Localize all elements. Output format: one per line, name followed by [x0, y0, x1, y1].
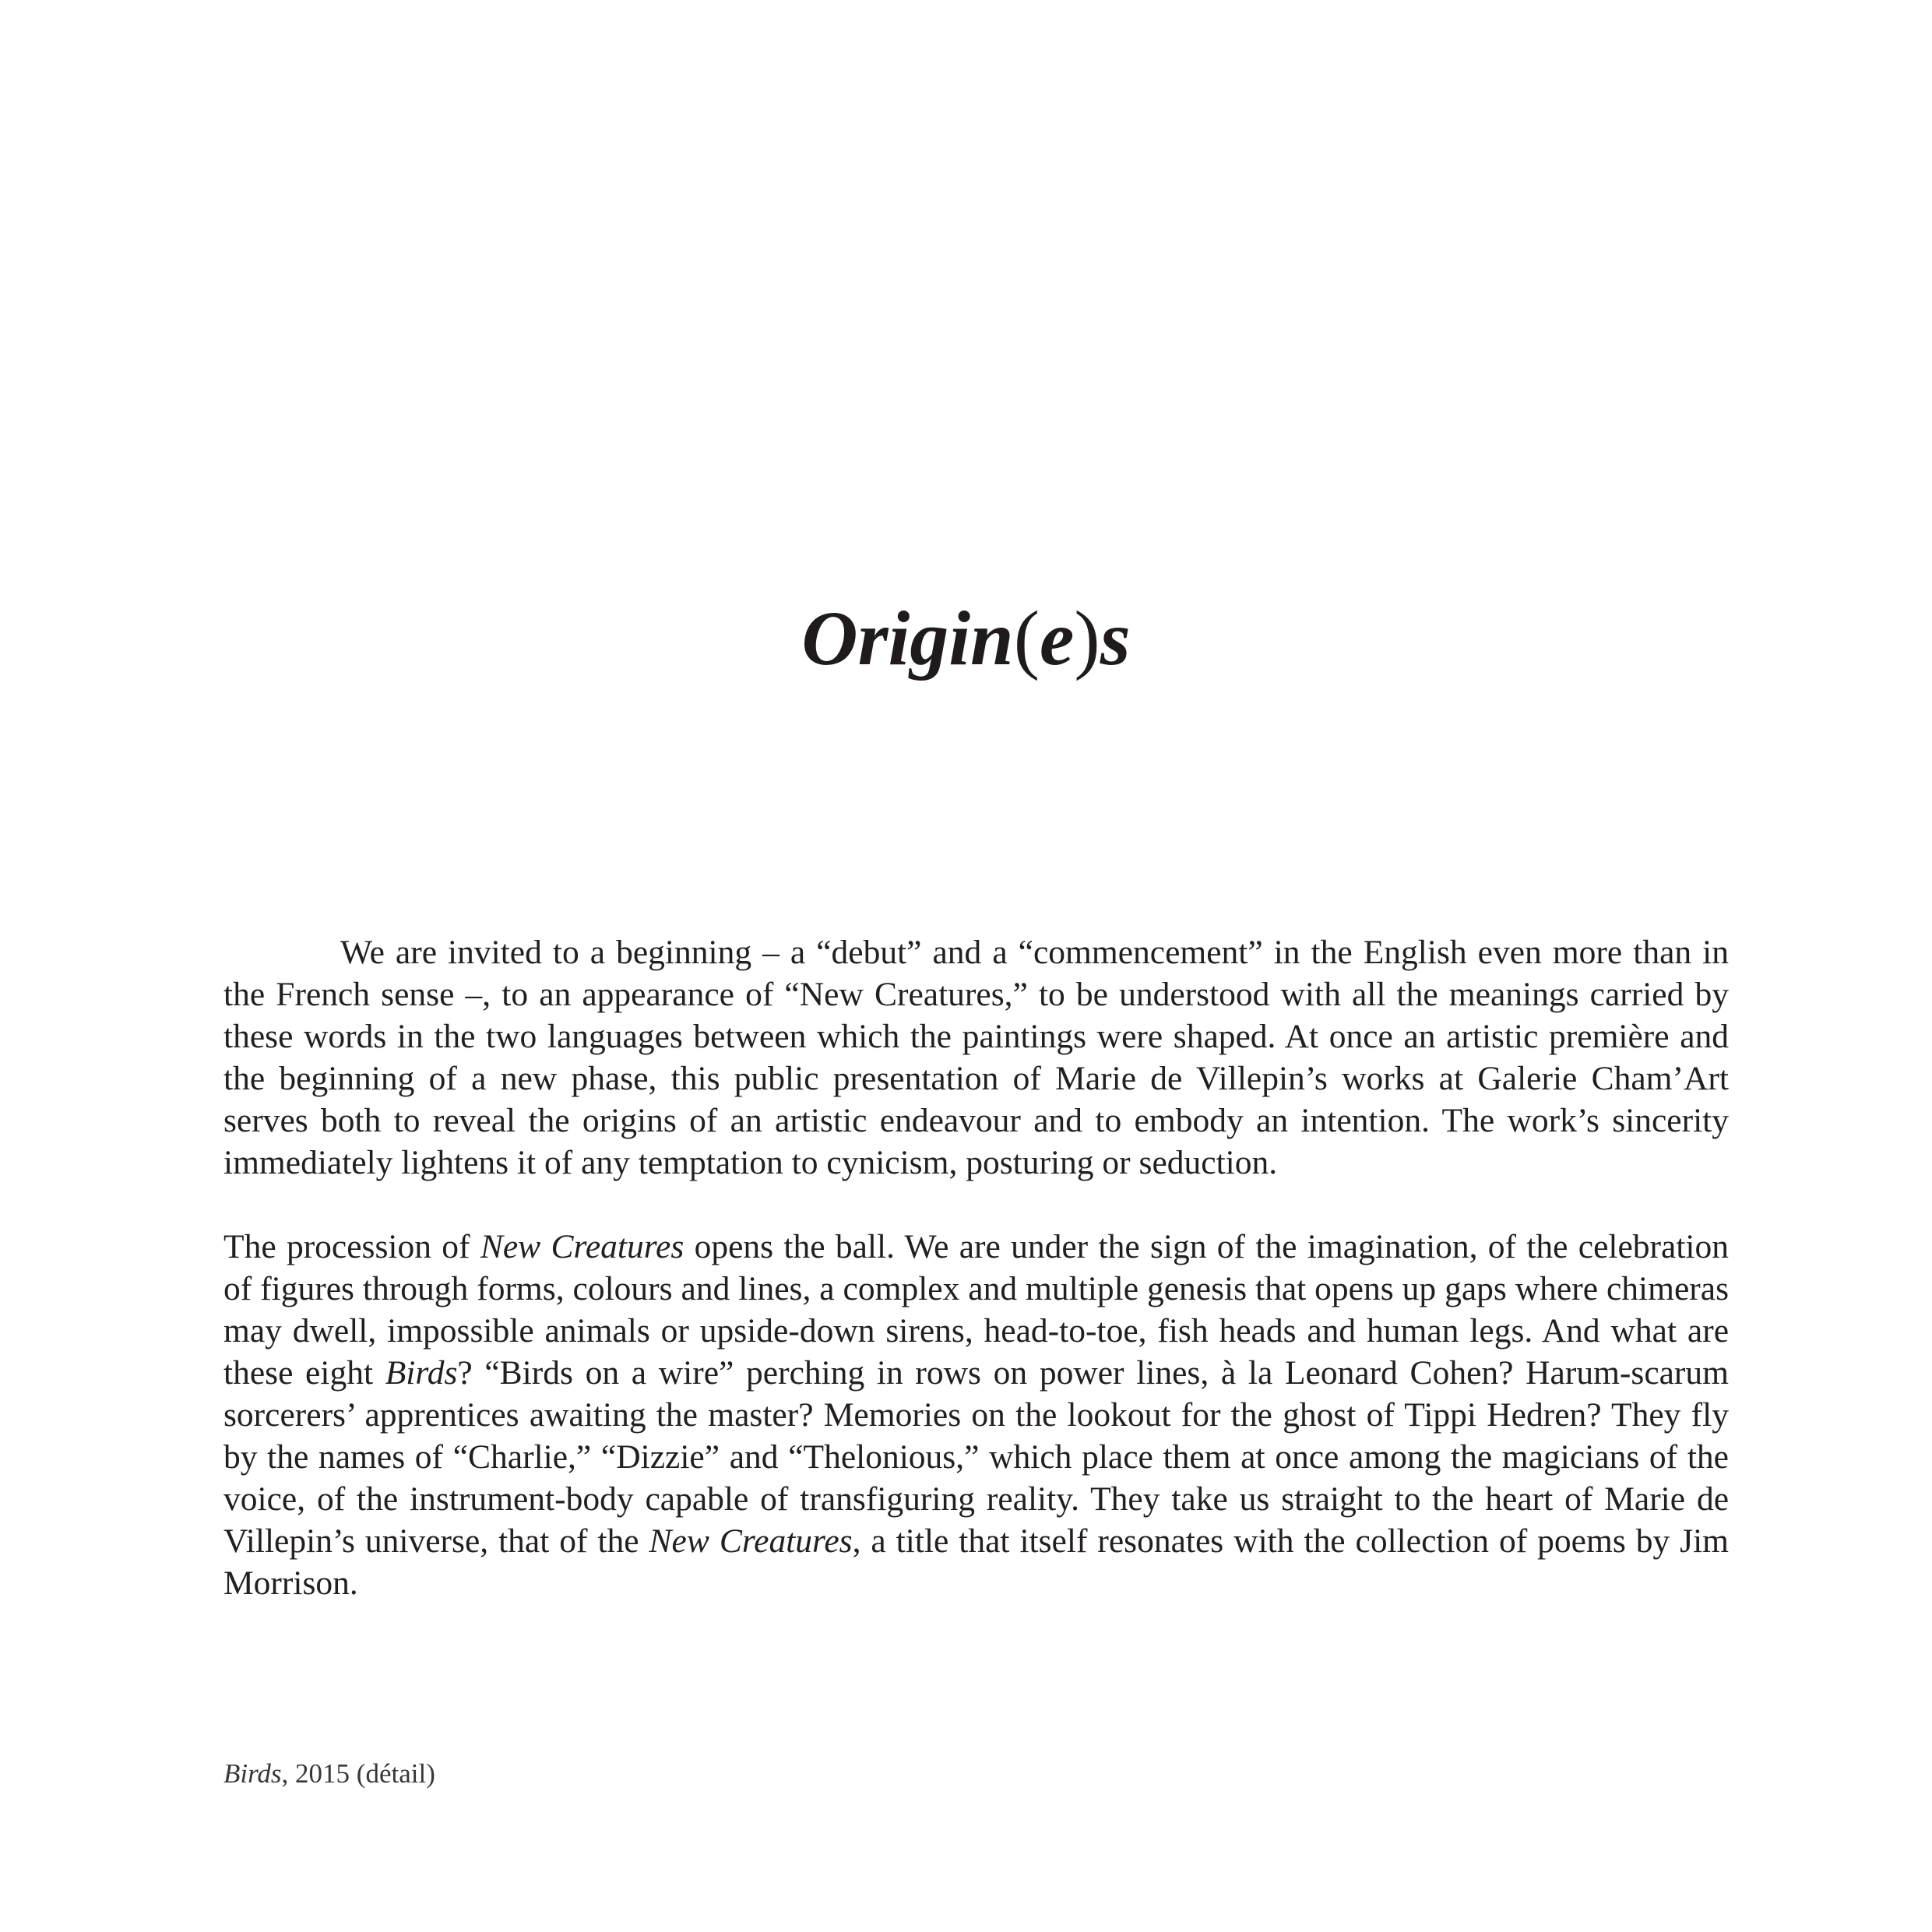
paragraph-2-text-a: The procession of	[223, 1228, 480, 1265]
title-main: Origin	[801, 595, 1014, 681]
title-paren-close: )	[1074, 595, 1100, 681]
title-suffix: s	[1100, 595, 1131, 681]
paragraph-2-text-c: ? “Birds on a wire” perching in rows on power lines, à la Leonard Cohen? Harum-scarum sorcerers’ apprentices awaiting the master? Memories on the lookout for the ghost of Tippi Hedren? They fly by the names of “Charlie,” “Dizzie” and “Thelonious,” which place them at once among the magicians of the voice, of the instrument-body capable of transfiguring reality. They take us straight to the heart of Marie de Villepin’s universe, that of the	[223, 1354, 1730, 1560]
paragraph-2-italic-new-creatures-2: New Creatures	[649, 1522, 853, 1560]
title-paren-letter: e	[1040, 595, 1075, 681]
body-text	[223, 931, 1729, 1604]
paragraph-2	[223, 1226, 1729, 1604]
caption-detail: , 2015 (détail)	[281, 1758, 435, 1789]
paragraph-2-text-b: opens the ball. We are under the sign of the imagination, of the celebration of figures through forms, colours and lines, a complex and multiple genesis that opens up gaps where chimeras may dwell, impossible animals or upside-down sirens, head-to-toe, fish heads and human legs. And what are these eight	[223, 1228, 1729, 1392]
page-title	[0, 592, 1932, 685]
image-caption	[223, 1757, 435, 1791]
paragraph-1: We are invited to a beginning – a “debut” and a “commencement” in the English even more than in the French sense –, to an appearance of “New Creatures,” to be understood with all the meanings carried by these words in the two languages between which the paintings were shaped. At once an artistic première and the beginning of a new phase, this public presentation of Marie de Villepin’s works at Galerie Cham’Art serves both to reveal the origins of an artistic endeavour and to embody an intention. The work’s sincerity immediately lightens it of any temptation to cynicism, posturing or seduction.	[223, 934, 1729, 1181]
title-paren-open: (	[1013, 595, 1040, 681]
caption-title: Birds	[223, 1758, 282, 1789]
paragraph-2-italic-new-creatures: New Creatures	[480, 1228, 684, 1265]
paragraph-2-italic-birds: Birds	[385, 1354, 458, 1392]
paragraph-2-text-d: , a title that itself resonates with the collection of poems by Jim Morrison.	[223, 1522, 1729, 1602]
